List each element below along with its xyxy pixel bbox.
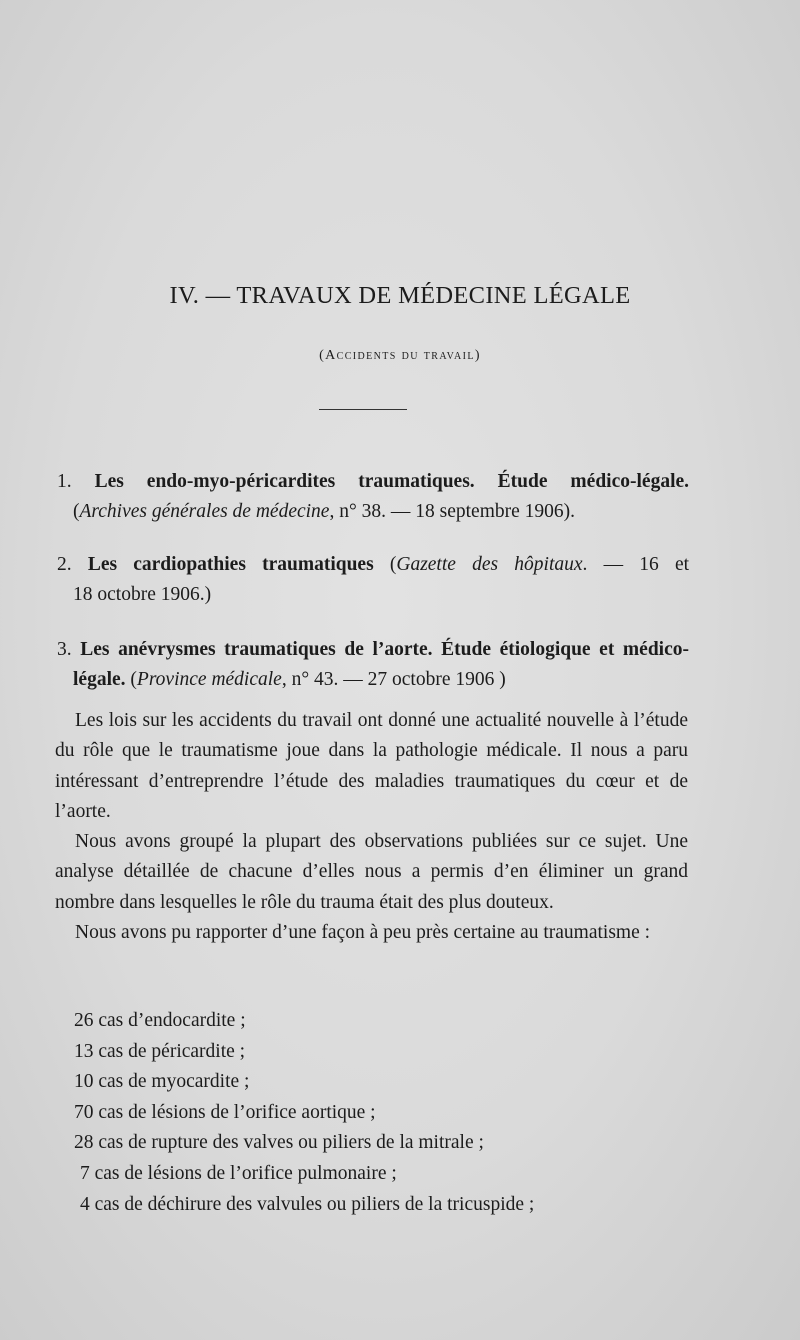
body-text: [55, 706, 688, 948]
list-item: 10 cas de myocardite ;: [74, 1071, 250, 1093]
section-title: IV. — TRAVAUX DE MÉDECINE LÉGALE: [169, 282, 631, 309]
list-item: 26 cas d’endocardite ;: [74, 1010, 246, 1031]
reference-title-continued: légale.: [73, 669, 126, 690]
reference-1: 1. Les endo-myo-péricardites traumatiques. Étude médico-légale. (Archives générales de médecine, n° 38. — 18 septembre 1906).: [57, 471, 690, 522]
list-item: 28 cas de rupture des valves ou piliers de la mitrale ;: [74, 1132, 484, 1154]
paragraph: Les lois sur les accidents du travail ont donné une actualité nouvelle à l’étude du rôle que le traumatisme joue dans la pathologie médicale. Il nous a paru intéressant d’entreprendre l’étude des maladies traumatiques du cœur et de l’aorte.: [55, 710, 688, 822]
reference-details: . — 16 et: [582, 554, 690, 575]
case-list: [74, 1006, 534, 1220]
reference-details: , n° 43. — 27 octobre 1906 ): [281, 669, 506, 690]
reference-title: Les anévrysmes traumatiques de l’aorte. Étude étiologique et médico-: [80, 639, 689, 660]
reference-number: 1.: [57, 471, 72, 492]
list-item: 4 cas de déchirure des valvules ou piliers de la tricuspide ;: [80, 1193, 535, 1215]
reference-3: 3. Les anévrysmes traumatiques de l’aorte. Étude étiologique et médico- légale. (Province médicale, n° 43. — 27 octobre 1906 ): [57, 639, 689, 690]
paragraph: Nous avons groupé la plupart des observations publiées sur ce sujet. Une analyse détaillée de chacune d’elles nous a permis d’en éliminer un grand nombre dans lesquelles le rôle du trauma était des plus douteux.: [55, 831, 688, 913]
reference-number: 2.: [57, 554, 72, 575]
reference-2: 2. Les cardiopathies traumatiques (Gazette des hôpitaux. — 16 et 18 octobre 1906.): [57, 550, 689, 610]
section-subtitle: (Accidents du travail): [319, 348, 481, 363]
reference-number: 3.: [57, 639, 72, 660]
list-item: 13 cas de péricardite ;: [74, 1040, 246, 1062]
reference-details-continued: 18 octobre 1906.): [73, 584, 212, 605]
list-item: 70 cas de lésions de l’orifice aortique ;: [74, 1101, 376, 1123]
reference-source: Archives générales de médecine: [79, 501, 330, 522]
reference-details: , n° 38. — 18 septembre 1906).: [329, 501, 576, 522]
reference-title: Les endo-myo-péricardites traumatiques. Étude médico-légale.: [94, 471, 690, 492]
reference-source: Gazette des hôpitaux: [396, 554, 583, 575]
reference-source: Province médicale: [136, 669, 282, 690]
reference-title: Les cardiopathies traumatiques: [87, 554, 374, 575]
list-item: 7 cas de lésions de l’orifice pulmonaire ;: [80, 1162, 397, 1184]
paragraph: Nous avons pu rapporter d’une façon à peu près certaine au traumatisme :: [75, 922, 651, 944]
section-divider: [319, 409, 407, 410]
